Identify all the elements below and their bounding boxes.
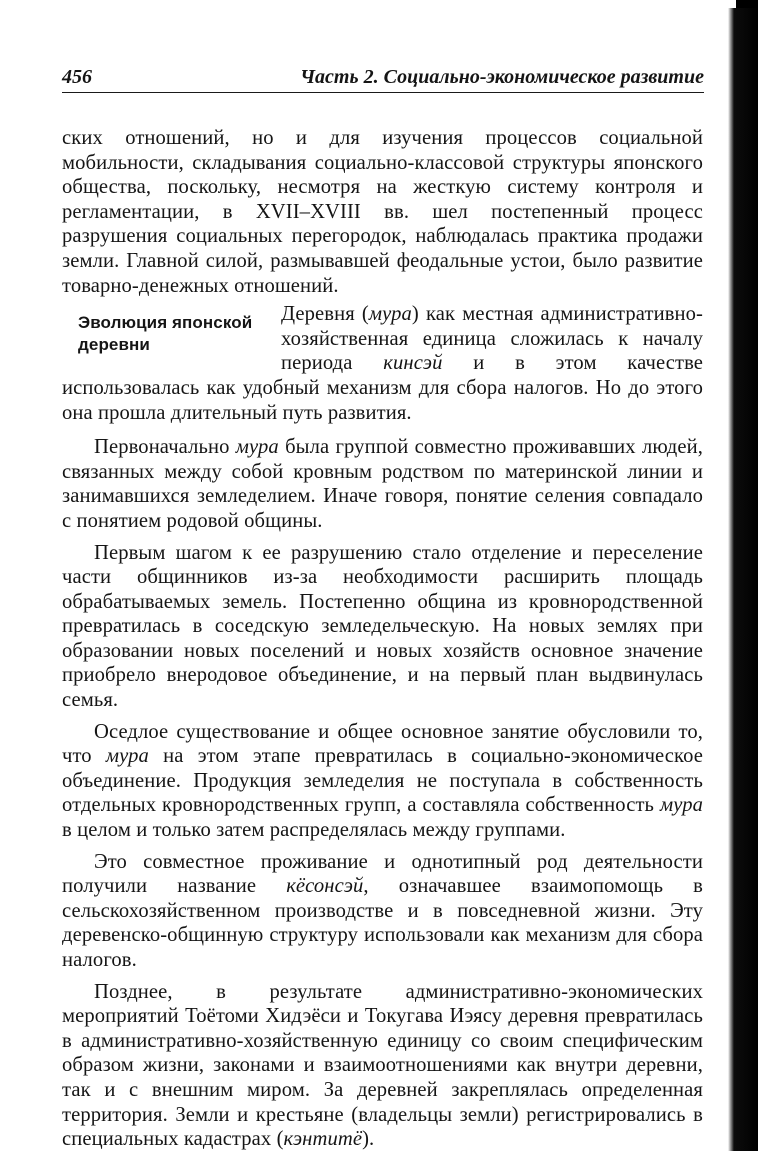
paragraph-text: Позднее, в результате административно-экономических мероприятий Тоётоми Хидэёси и Токугава Иэясу деревня превратилась в административно-хозяйственную единицу со своим специфическим образом жизни, законами и взаимоотношениями как внутри деревни, так и с внешним миром. За деревней закреплялась определенная территория. Земли и крестьяне (владельцы земли) регистрировались в специальных кадастрах ( — [62, 980, 703, 1151]
paragraph-text: Деревня ( — [281, 303, 369, 326]
paragraph-text: ). — [362, 1128, 375, 1151]
paragraph-text: и в этом качестве использовалась как удобный механизм для сбора налогов. Но до этого она прошла длительный путь развития. — [62, 352, 704, 424]
term: мура — [659, 794, 703, 817]
page-number: 456 — [62, 66, 92, 88]
term: кэнтитё — [283, 1128, 363, 1151]
paragraph: ских отношений, но и для изучения процессов социальной мобильности, складывания социально-классовой структуры японского общества, поскольку, несмотря на жесткую систему контроля и регламентации, в XVII–XVIII вв. шел постепенный процесс разрушения социальных перегородок, наблюдалась практика продажи земли. Главной силой, размывавшей феодальные устои, было развитие товарно-денежных отношений. — [62, 127, 703, 297]
running-header — [62, 64, 704, 93]
paragraph-text: ) как местная административно-хозяйственная единица сложилась к началу периода — [281, 303, 703, 375]
paragraph — [62, 302, 703, 425]
paragraph-text: Это совместное проживание и однотипный род деятельности получили название — [62, 850, 703, 898]
paragraph-text: была группой совместно проживавших людей, связанных между собой кровным родством по материнской линии и занимавшихся земледелием. Иначе говоря, понятие селения совпадало с понятием родовой общины. — [62, 436, 703, 532]
paragraph-text: на этом этапе превратилась в социально-экономическое объединение. Продукция земледелия не поступала в собственность отдельных кровнородственных групп, а составляла собственность — [62, 745, 703, 817]
paragraph — [62, 850, 703, 973]
scan-shadow-edge — [728, 8, 758, 1151]
term: мура — [105, 745, 149, 768]
paragraph — [62, 435, 703, 533]
body-text — [62, 126, 703, 1152]
paragraph: Первым шагом к ее разрушению стало отделение и переселение части общинников из-за необходимости расширить площадь обрабатываемых земель. Постепенно община из кровнородственной превратилась в соседскую земледельческую. На новых землях при образовании новых поселений и новых хозяйств основное значение приобрело внеродовое объединение, и на первый план выдвинулась семья. — [62, 541, 703, 712]
paragraph-text: Первоначально — [94, 436, 236, 459]
term: мура — [235, 436, 279, 459]
paragraph-text: , означавшее взаимопомощь в сельскохозяйственном производстве и в повседневной жизни. Эту деревенско-общинную структуру использовали как механизм для сбора налогов. — [62, 875, 703, 971]
paragraph-text: Оседлое существование и общее основное занятие обусловили то, что — [62, 720, 703, 768]
paragraph — [62, 980, 703, 1152]
running-title: Часть 2. Социально-экономическое развитие — [300, 66, 704, 88]
term: кёсонсэй — [286, 875, 364, 898]
side-heading: Эволюция японской деревни — [78, 313, 253, 355]
paragraph — [62, 720, 703, 843]
term: мура — [368, 303, 412, 326]
term: кинсэй — [383, 352, 443, 375]
paragraph-text: в целом и только затем распределялась между группами. — [62, 819, 566, 842]
